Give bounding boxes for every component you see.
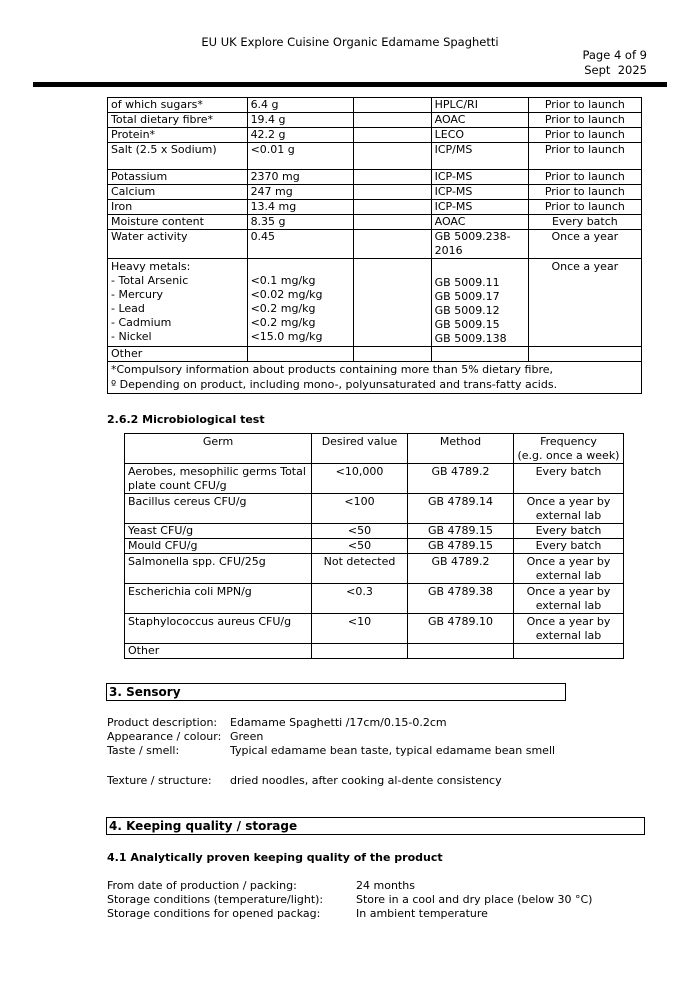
nutrient-method: ICP-MS	[431, 170, 528, 185]
spacer	[435, 262, 525, 276]
document-title: EU UK Explore Cuisine Organic Edamame Spaghetti	[201, 35, 499, 49]
empty-cell	[353, 128, 431, 143]
desired-value: <100	[312, 494, 408, 524]
empty-cell	[353, 170, 431, 185]
table-row	[108, 185, 642, 200]
metal-name: - Cadmium	[111, 316, 172, 329]
empty-cell	[353, 98, 431, 113]
nutrient-value: 0.45	[247, 230, 353, 259]
nutrient-value: 13.4 mg	[247, 200, 353, 215]
desired-value: <50	[312, 539, 408, 554]
frequency: Every batch	[514, 464, 624, 494]
heavy-metals-methods	[431, 259, 528, 347]
nutrient-name: Water activity	[108, 230, 248, 259]
nutrient-frequency: Prior to launch	[528, 170, 641, 185]
metal-method: GB 5009.15	[434, 318, 500, 331]
taste-label: Taste / smell:	[107, 744, 180, 757]
metal-name: - Mercury	[111, 288, 164, 301]
table-footnote	[108, 362, 642, 394]
metal-method: GB 5009.11	[434, 276, 500, 289]
germ: Bacillus cereus CFU/g	[125, 494, 312, 524]
nutrition-table	[107, 97, 642, 394]
taste-value: Typical edamame bean taste, typical edamame bean smell	[230, 744, 556, 757]
table-row	[108, 215, 642, 230]
micro-heading: 2.6.2 Microbiological test	[107, 413, 265, 426]
header-rule	[33, 82, 667, 87]
empty-cell	[353, 200, 431, 215]
nutrient-method	[431, 230, 528, 259]
frequency	[514, 554, 624, 584]
frequency-line: Once a year by	[526, 555, 611, 568]
germ	[125, 464, 312, 494]
texture-value: dried noodles, after cooking al-dente consistency	[230, 774, 502, 787]
empty-cell	[408, 644, 514, 659]
germ: Staphylococcus aureus CFU/g	[125, 614, 312, 644]
frequency-line: Once a year by	[526, 615, 611, 628]
table-row	[108, 230, 642, 259]
appearance-value: Green	[230, 730, 264, 743]
frequency-line: Once a year by	[526, 495, 611, 508]
nutrient-name: Salt (2.5 x Sodium)	[108, 143, 248, 170]
shelf-life-label: From date of production / packing:	[107, 879, 297, 892]
desired-value: Not detected	[312, 554, 408, 584]
header-frequency-line: (e.g. once a week)	[517, 449, 620, 462]
header-frequency	[514, 434, 624, 464]
germ-line: Aerobes, mesophilic germs Total	[128, 465, 306, 478]
nutrient-frequency: Prior to launch	[528, 113, 641, 128]
appearance-label: Appearance / colour:	[107, 730, 222, 743]
nutrient-value: <0.01 g	[247, 143, 353, 170]
empty-cell	[353, 259, 431, 347]
nutrient-frequency: Prior to launch	[528, 143, 641, 170]
table-row	[125, 554, 624, 584]
nutrient-value: 8.35 g	[247, 215, 353, 230]
germ: Mould CFU/g	[125, 539, 312, 554]
table-row	[125, 584, 624, 614]
spacer	[251, 260, 350, 274]
empty-cell	[528, 347, 641, 362]
table-row	[108, 128, 642, 143]
method: GB 4789.10	[408, 614, 514, 644]
keeping-heading: 4. Keeping quality / storage	[106, 817, 645, 835]
metal-name: - Lead	[111, 302, 145, 315]
metal-method: GB 5009.17	[434, 290, 500, 303]
nutrient-frequency: Once a year	[528, 230, 641, 259]
frequency-line: Once a year by	[526, 585, 611, 598]
method: GB 4789.14	[408, 494, 514, 524]
table-row	[125, 464, 624, 494]
method-line: GB 5009.238-	[434, 230, 511, 243]
product-description-label: Product description:	[107, 716, 218, 729]
metal-method: GB 5009.12	[434, 304, 500, 317]
nutrient-method: AOAC	[431, 113, 528, 128]
empty-cell	[353, 230, 431, 259]
nutrient-name: Total dietary fibre*	[108, 113, 248, 128]
nutrient-frequency: Prior to launch	[528, 185, 641, 200]
nutrient-name: Calcium	[108, 185, 248, 200]
frequency-line: external lab	[535, 599, 602, 612]
metal-value: <0.1 mg/kg	[250, 274, 316, 287]
frequency-line: external lab	[535, 509, 602, 522]
sensory-heading: 3. Sensory	[106, 683, 566, 701]
germ: Yeast CFU/g	[125, 524, 312, 539]
frequency-line: external lab	[535, 629, 602, 642]
table-row	[108, 113, 642, 128]
frequency-line: external lab	[535, 569, 602, 582]
heavy-metals-title: Heavy metals:	[111, 260, 191, 273]
nutrient-method: AOAC	[431, 215, 528, 230]
table-row	[108, 200, 642, 215]
desired-value: <10,000	[312, 464, 408, 494]
frequency	[514, 584, 624, 614]
table-row	[108, 347, 642, 362]
nutrient-method: LECO	[431, 128, 528, 143]
method-line: 2016	[434, 244, 463, 257]
empty-cell	[353, 185, 431, 200]
table-row	[108, 98, 642, 113]
header-frequency-line: Frequency	[540, 435, 597, 448]
heavy-metals-names	[108, 259, 248, 347]
nutrient-method: HPLC/RI	[431, 98, 528, 113]
metal-name: - Nickel	[111, 330, 152, 343]
header-germ: Germ	[125, 434, 312, 464]
empty-cell	[431, 347, 528, 362]
metal-value: <0.2 mg/kg	[250, 316, 316, 329]
metal-value: <0.02 mg/kg	[250, 288, 323, 301]
nutrient-name: Moisture content	[108, 215, 248, 230]
texture-label: Texture / structure:	[107, 774, 212, 787]
opened-storage-label: Storage conditions for opened packag:	[107, 907, 321, 920]
empty-cell	[514, 644, 624, 659]
nutrient-name: Iron	[108, 200, 248, 215]
nutrient-frequency: Prior to launch	[528, 200, 641, 215]
method: GB 4789.2	[408, 464, 514, 494]
metal-value: <0.2 mg/kg	[250, 302, 316, 315]
heavy-metals-values	[247, 259, 353, 347]
empty-cell	[312, 644, 408, 659]
frequency	[514, 614, 624, 644]
nutrient-name: of which sugars*	[108, 98, 248, 113]
frequency: Every batch	[514, 524, 624, 539]
footnote-line: *Compulsory information about products containing more than 5% dietary fibre,	[111, 363, 553, 376]
method: GB 4789.15	[408, 524, 514, 539]
storage-label: Storage conditions (temperature/light):	[107, 893, 324, 906]
desired-value: <0.3	[312, 584, 408, 614]
frequency	[514, 494, 624, 524]
other-label: Other	[125, 644, 312, 659]
metal-method: GB 5009.138	[434, 332, 507, 345]
table-row	[125, 644, 624, 659]
table-row	[108, 362, 642, 394]
table-row	[125, 539, 624, 554]
document-date: Sept 2025	[584, 63, 647, 77]
nutrient-value: 19.4 g	[247, 113, 353, 128]
method: GB 4789.2	[408, 554, 514, 584]
nutrient-frequency: Prior to launch	[528, 128, 641, 143]
table-row	[125, 524, 624, 539]
empty-cell	[353, 215, 431, 230]
keeping-subheading: 4.1 Analytically proven keeping quality of the product	[107, 851, 443, 864]
header-desired: Desired value	[312, 434, 408, 464]
table-row	[108, 259, 642, 347]
metal-name: - Total Arsenic	[111, 274, 189, 287]
footnote-line: º Depending on product, including mono-, polyunsaturated and trans-fatty acids.	[111, 378, 558, 391]
opened-storage-value: In ambient temperature	[356, 907, 488, 920]
product-description-value: Edamame Spaghetti /17cm/0.15-0.2cm	[230, 716, 447, 729]
header-method: Method	[408, 434, 514, 464]
germ: Salmonella spp. CFU/25g	[125, 554, 312, 584]
empty-cell	[247, 347, 353, 362]
nutrient-frequency: Prior to launch	[528, 98, 641, 113]
nutrient-name: Potassium	[108, 170, 248, 185]
empty-cell	[353, 113, 431, 128]
nutrient-value: 42.2 g	[247, 128, 353, 143]
desired-value: <10	[312, 614, 408, 644]
empty-cell	[353, 347, 431, 362]
heavy-metals-frequency: Once a year	[528, 259, 641, 347]
shelf-life-value: 24 months	[356, 879, 415, 892]
desired-value: <50	[312, 524, 408, 539]
metal-value: <15.0 mg/kg	[250, 330, 323, 343]
micro-table	[124, 433, 624, 659]
nutrient-method: ICP-MS	[431, 200, 528, 215]
table-row	[125, 494, 624, 524]
germ-line: plate count CFU/g	[128, 479, 227, 492]
nutrient-frequency: Every batch	[528, 215, 641, 230]
germ: Escherichia coli MPN/g	[125, 584, 312, 614]
table-row	[108, 170, 642, 185]
nutrient-method: ICP-MS	[431, 185, 528, 200]
nutrient-name: Protein*	[108, 128, 248, 143]
other-label: Other	[108, 347, 248, 362]
nutrient-method: ICP/MS	[431, 143, 528, 170]
nutrient-value: 6.4 g	[247, 98, 353, 113]
table-row	[108, 143, 642, 170]
table-row	[125, 614, 624, 644]
empty-cell	[353, 143, 431, 170]
method: GB 4789.15	[408, 539, 514, 554]
nutrient-value: 2370 mg	[247, 170, 353, 185]
table-header-row	[125, 434, 624, 464]
frequency: Every batch	[514, 539, 624, 554]
nutrient-value: 247 mg	[247, 185, 353, 200]
method: GB 4789.38	[408, 584, 514, 614]
storage-value: Store in a cool and dry place (below 30 °C)	[356, 893, 593, 906]
page-info	[582, 48, 647, 78]
page-number: Page 4 of 9	[582, 48, 647, 62]
